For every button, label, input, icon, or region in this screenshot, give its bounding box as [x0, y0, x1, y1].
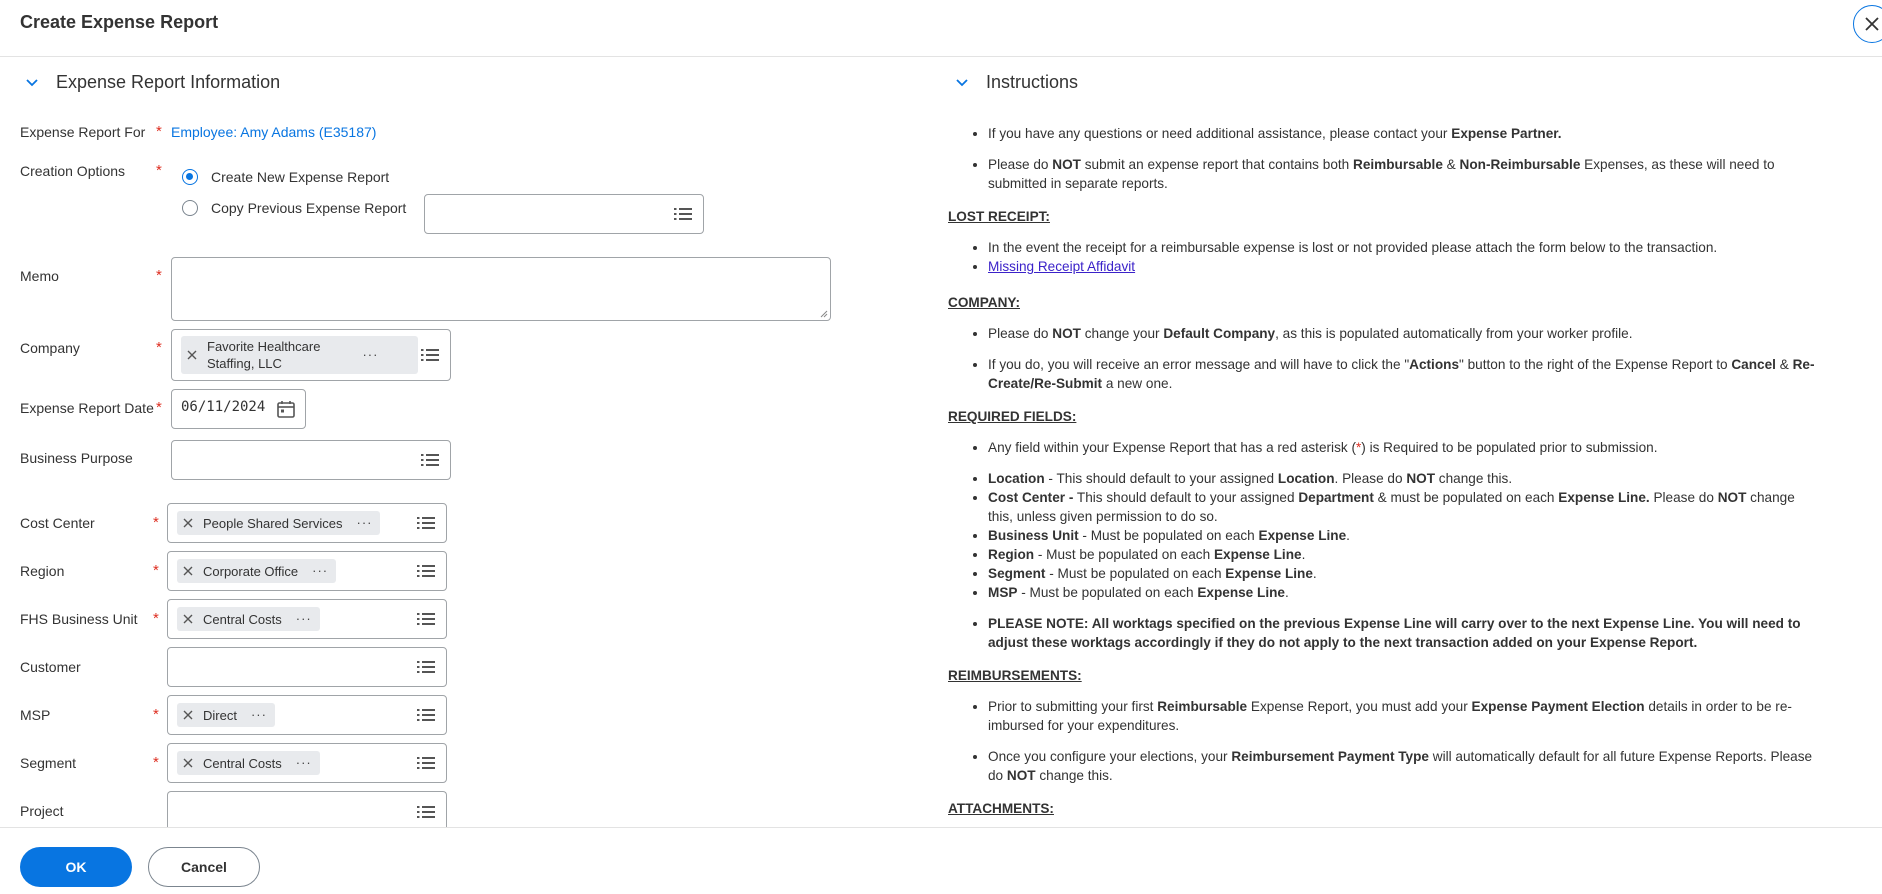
customer-prompt[interactable]	[167, 647, 447, 687]
close-button[interactable]	[1853, 5, 1882, 43]
text-bold: NOT	[1052, 157, 1081, 172]
text: submit an expense report that contains both	[1080, 157, 1353, 172]
region-value: Corporate Office	[203, 563, 299, 579]
company-pill	[181, 336, 418, 374]
text: &	[1442, 157, 1460, 172]
region-prompt[interactable]	[167, 551, 447, 591]
list-icon[interactable]	[417, 659, 435, 675]
list-item: • In the event the receipt for a reimbursable expense is lost or not provided please attach the form below to the transaction.	[988, 238, 1818, 257]
radio-copy-previous[interactable]	[182, 200, 406, 216]
company-prompt[interactable]	[171, 329, 451, 381]
text-bold: Default Company	[1163, 326, 1276, 341]
list-item	[988, 614, 1818, 652]
list-item	[988, 324, 1818, 343]
text-bold: Expense Payment Election	[1471, 699, 1645, 714]
list-icon[interactable]	[417, 515, 435, 531]
chevron-down-icon	[22, 73, 42, 93]
list-icon[interactable]	[417, 755, 435, 771]
text: If you do, you will receive an error message and will have to click the "	[988, 357, 1410, 372]
segment-label: Segment	[20, 755, 77, 771]
required-asterisk: *	[153, 562, 159, 579]
text: Prior to submitting your first	[988, 699, 1158, 714]
radio-label: Copy Previous Expense Report	[211, 200, 407, 216]
text-bold: Expense Partner.	[1451, 126, 1562, 141]
text: change this.	[1035, 768, 1113, 783]
text-bold: Reimbursable	[1157, 699, 1248, 714]
list-icon[interactable]	[421, 347, 439, 363]
text: - This should default to your assigned	[1044, 471, 1278, 486]
company-pill-text	[207, 338, 320, 372]
date-value[interactable]: 06/11/2024	[181, 399, 266, 415]
text: .	[1312, 566, 1317, 581]
radio-create-new[interactable]	[182, 169, 389, 185]
text-bold: Expense Line	[1197, 585, 1285, 600]
customer-label: Customer	[20, 659, 81, 675]
text-bold: Segment	[988, 566, 1046, 581]
instructions-header[interactable]	[952, 72, 1078, 93]
radio-button-selected[interactable]	[182, 169, 198, 185]
company-list	[948, 324, 1818, 393]
list-item	[988, 257, 1818, 276]
reimbursements-list	[948, 697, 1818, 785]
text: , as this is populated automatically from your worker profile.	[1275, 326, 1633, 341]
intro-list	[948, 124, 1818, 193]
text: details in order to be re-imbursed for your expenditures.	[988, 699, 1792, 733]
list-item	[988, 469, 1818, 488]
list-icon[interactable]	[417, 611, 435, 627]
text-bold: Non-Reimbursable	[1459, 157, 1581, 172]
close-icon	[1865, 17, 1879, 31]
business-purpose-prompt[interactable]	[171, 440, 451, 480]
memo-label: Memo	[20, 268, 59, 284]
text: - Must be populated on each	[1045, 566, 1226, 581]
remove-icon[interactable]	[187, 350, 197, 360]
employee-link[interactable]: Employee: Amy Adams (E35187)	[171, 124, 377, 140]
text-bold: NOT	[1052, 326, 1081, 341]
text-bold: Region	[988, 547, 1035, 562]
remove-icon[interactable]	[183, 518, 193, 528]
list-icon[interactable]	[417, 707, 435, 723]
text: &	[1775, 357, 1793, 372]
text-bold: Reimbursement Payment Type	[1231, 749, 1429, 764]
text: If you have any questions or need additional assistance, please contact your	[988, 126, 1452, 141]
list-item	[988, 438, 1818, 457]
list-icon[interactable]	[421, 452, 439, 468]
text-bold: Expense Line	[1225, 566, 1313, 581]
text-bold: Cancel	[1731, 357, 1776, 372]
section-title: Expense Report Information	[56, 72, 281, 92]
reimbursements-heading: REIMBURSEMENTS:	[948, 668, 1082, 683]
company-heading: COMPANY:	[948, 295, 1020, 310]
date-input[interactable]	[171, 389, 306, 429]
remove-icon[interactable]	[183, 710, 193, 720]
expense-report-date-label: Expense Report Date	[20, 400, 154, 416]
text: " button to the right of the Expense Report to	[1459, 357, 1732, 372]
text-bold: PLEASE NOTE: All worktags specified on the previous Expense Line will carry over to the next Expense Line. You will need to adjust these worktags accordingly if they do not apply to the next transaction added on your Expense Report.	[988, 616, 1801, 650]
lost-receipt-heading: LOST RECEIPT:	[948, 209, 1050, 224]
more-options-icon[interactable]: ···	[362, 347, 379, 362]
required-asterisk: *	[156, 123, 162, 140]
text-bold: Location	[1277, 471, 1335, 486]
text-asterisk: *	[1355, 440, 1362, 455]
text: - Must be populated on each	[1034, 547, 1214, 562]
list-item	[988, 697, 1818, 735]
list-item	[988, 583, 1818, 602]
radio-label: Create New Expense Report	[211, 169, 390, 185]
radio-button[interactable]	[182, 200, 198, 216]
segment-pill	[177, 751, 320, 775]
text: ) is Required to be populated prior to submission.	[1361, 440, 1658, 455]
company-label: Company	[20, 340, 80, 356]
list-icon[interactable]	[417, 804, 435, 820]
text-bold: Reimbursable	[1353, 157, 1443, 172]
remove-icon[interactable]	[183, 614, 193, 624]
text: . Please do	[1334, 471, 1407, 486]
segment-prompt[interactable]	[167, 743, 447, 783]
text: This should default to your assigned	[1073, 490, 1299, 505]
text: change this.	[1435, 471, 1513, 486]
more-options-icon[interactable]: ···	[312, 563, 329, 578]
text: change your	[1080, 326, 1164, 341]
text: .	[1346, 528, 1350, 543]
text-bold: NOT	[1717, 490, 1747, 505]
text: .	[1284, 585, 1289, 600]
project-label: Project	[20, 803, 64, 819]
text-bold: Re-Create/Re-Submit	[988, 357, 1815, 391]
text: .	[1301, 547, 1306, 562]
required-asterisk: *	[156, 162, 162, 179]
list-item	[988, 564, 1818, 583]
instructions-body	[948, 124, 1818, 818]
text-bold: NOT	[1006, 768, 1036, 783]
chevron-down-icon	[952, 73, 972, 93]
text: a new one.	[1102, 376, 1173, 391]
copy-previous-report-prompt[interactable]	[424, 194, 704, 234]
list-item	[988, 155, 1818, 193]
text: Expense Report, you must add your	[1247, 699, 1472, 714]
missing-receipt-affidavit-link[interactable]: Missing Receipt Affidavit	[988, 259, 1136, 274]
expense-report-for-label: Expense Report For	[20, 124, 146, 140]
required-asterisk: *	[153, 754, 159, 771]
instructions-title: Instructions	[986, 72, 1079, 92]
cost-center-label: Cost Center	[20, 515, 95, 531]
segment-value: Central Costs	[203, 755, 282, 771]
text-bold: Expense Line	[1213, 547, 1302, 562]
text-bold: Expense Line.	[1558, 490, 1650, 505]
region-pill	[177, 559, 336, 583]
ok-button[interactable]: OK	[20, 847, 132, 887]
msp-prompt[interactable]	[167, 695, 447, 735]
text-bold: MSP	[988, 585, 1018, 600]
msp-label: MSP	[20, 707, 51, 723]
lost-receipt-list	[948, 238, 1818, 276]
more-options-icon[interactable]: ···	[295, 611, 312, 626]
text-bold: Department	[1298, 490, 1374, 505]
required-asterisk: *	[153, 514, 159, 531]
resize-grip-icon[interactable]	[820, 310, 828, 318]
text: Please do	[988, 157, 1053, 172]
cost-center-pill	[177, 511, 380, 535]
fhs-business-unit-value: Central Costs	[203, 611, 282, 627]
project-prompt[interactable]	[167, 791, 447, 827]
creation-options-label: Creation Options	[20, 163, 126, 179]
text-bold: Actions	[1409, 357, 1460, 372]
required-asterisk: *	[156, 267, 162, 284]
text: Please do	[988, 326, 1053, 341]
required-asterisk: *	[153, 610, 159, 627]
list-item	[988, 355, 1818, 393]
list-item	[988, 124, 1818, 143]
text: Please do	[1649, 490, 1718, 505]
text: will automatically default for all future Expense Reports. Please do	[988, 749, 1813, 783]
list-item	[988, 526, 1818, 545]
memo-textarea[interactable]	[171, 257, 831, 321]
cost-center-prompt[interactable]	[167, 503, 447, 543]
cost-center-value: People Shared Services	[203, 515, 343, 531]
list-icon[interactable]	[417, 563, 435, 579]
text: Expenses, as these will need to submitted in separate reports.	[988, 157, 1775, 191]
text-bold: Business Unit	[988, 528, 1079, 543]
expense-report-information-header[interactable]	[22, 72, 280, 93]
text: - Must be populated on each	[1078, 528, 1259, 543]
text: change this, unless given permission to do so.	[988, 490, 1795, 524]
text: Once you configure your elections, your	[988, 749, 1232, 764]
msp-value: Direct	[203, 707, 237, 723]
list-item	[988, 488, 1818, 526]
more-options-icon[interactable]: ···	[356, 515, 373, 530]
remove-icon[interactable]	[183, 758, 193, 768]
required-fields-heading: REQUIRED FIELDS:	[948, 409, 1077, 424]
calendar-icon[interactable]	[276, 399, 296, 419]
list-item	[988, 545, 1818, 564]
text: Any field within your Expense Report that has a red asterisk (	[988, 440, 1356, 455]
text-bold: NOT	[1406, 471, 1436, 486]
remove-icon[interactable]	[183, 566, 193, 576]
fhs-business-unit-pill	[177, 607, 320, 631]
more-options-icon[interactable]: ···	[250, 707, 267, 722]
required-asterisk: *	[156, 399, 162, 416]
page-header	[0, 0, 1882, 57]
list-icon[interactable]	[674, 206, 692, 222]
msp-pill	[177, 703, 275, 727]
business-purpose-label: Business Purpose	[20, 450, 133, 466]
company-value-line1: Favorite Healthcare	[207, 339, 321, 354]
required-asterisk: *	[156, 339, 162, 356]
text-bold: Location	[988, 471, 1045, 486]
attachments-heading: ATTACHMENTS:	[948, 801, 1054, 816]
text-bold: Cost Center -	[988, 490, 1074, 505]
cancel-button[interactable]: Cancel	[148, 847, 260, 887]
text: - Must be populated on each	[1017, 585, 1198, 600]
footer-bar	[0, 827, 1882, 894]
fhs-business-unit-prompt[interactable]	[167, 599, 447, 639]
required-asterisk: *	[153, 706, 159, 723]
region-label: Region	[20, 563, 65, 579]
text-bold: Expense Line	[1258, 528, 1347, 543]
text: & must be populated on each	[1373, 490, 1559, 505]
list-item	[988, 747, 1818, 785]
page-title: Create Expense Report	[20, 12, 219, 32]
company-value-line2: Staffing, LLC	[207, 356, 282, 371]
more-options-icon[interactable]: ···	[295, 755, 312, 770]
fhs-business-unit-label: FHS Business Unit	[20, 611, 138, 627]
required-fields-list	[948, 438, 1818, 652]
